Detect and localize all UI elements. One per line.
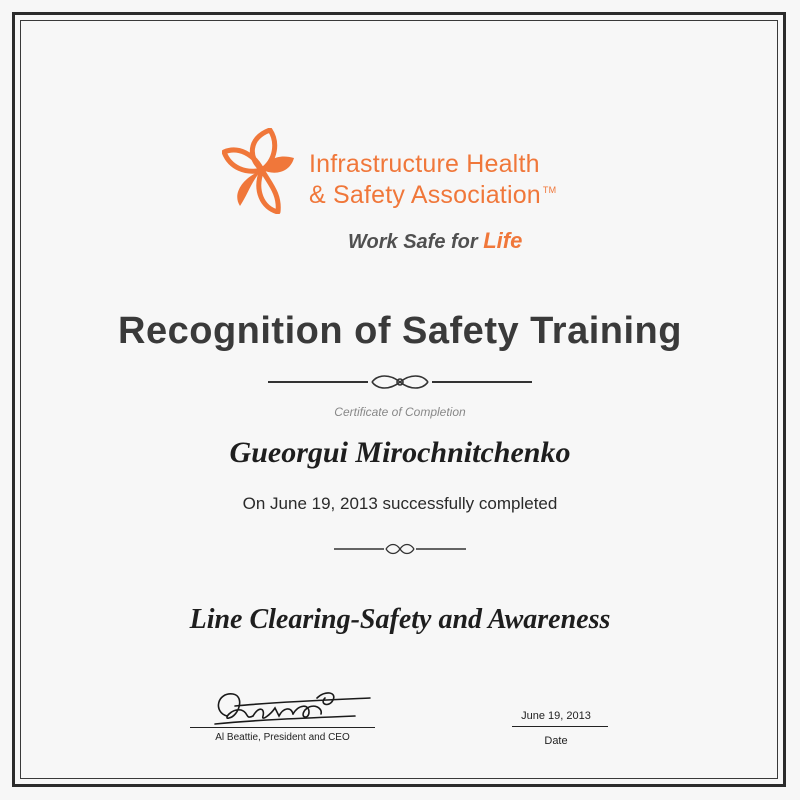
flourish-divider-icon [268, 370, 532, 394]
handwritten-signature-icon [205, 686, 375, 730]
date-line [512, 726, 608, 727]
signed-date: June 19, 2013 [521, 710, 591, 722]
organization-name-line1: Infrastructure Health [309, 150, 540, 178]
completion-statement: On June 19, 2013 successfully completed [242, 494, 558, 513]
course-name: Line Clearing-Safety and Awareness [189, 604, 611, 635]
date-label: Date [544, 735, 568, 747]
organization-tagline [348, 228, 522, 254]
trademark-mark: TM [542, 185, 557, 195]
signatory-label: Al Beattie, President and CEO [215, 732, 350, 743]
certificate-title: Recognition of Safety Training [118, 310, 682, 352]
trillium-logo-icon [222, 128, 302, 214]
organization-name-line2-text: & Safety Association [309, 181, 541, 209]
small-flourish-divider-icon [334, 540, 466, 558]
recipient-name: Gueorgui Mirochnitchenko [229, 436, 571, 469]
organization-name-line2 [309, 181, 556, 210]
certificate-subtitle: Certificate of Completion [334, 405, 466, 419]
signature-line [190, 727, 375, 728]
certificate-border-inner [20, 20, 778, 779]
tagline-prefix: Work Safe for [348, 231, 484, 253]
tagline-emphasis: Life [483, 228, 523, 253]
